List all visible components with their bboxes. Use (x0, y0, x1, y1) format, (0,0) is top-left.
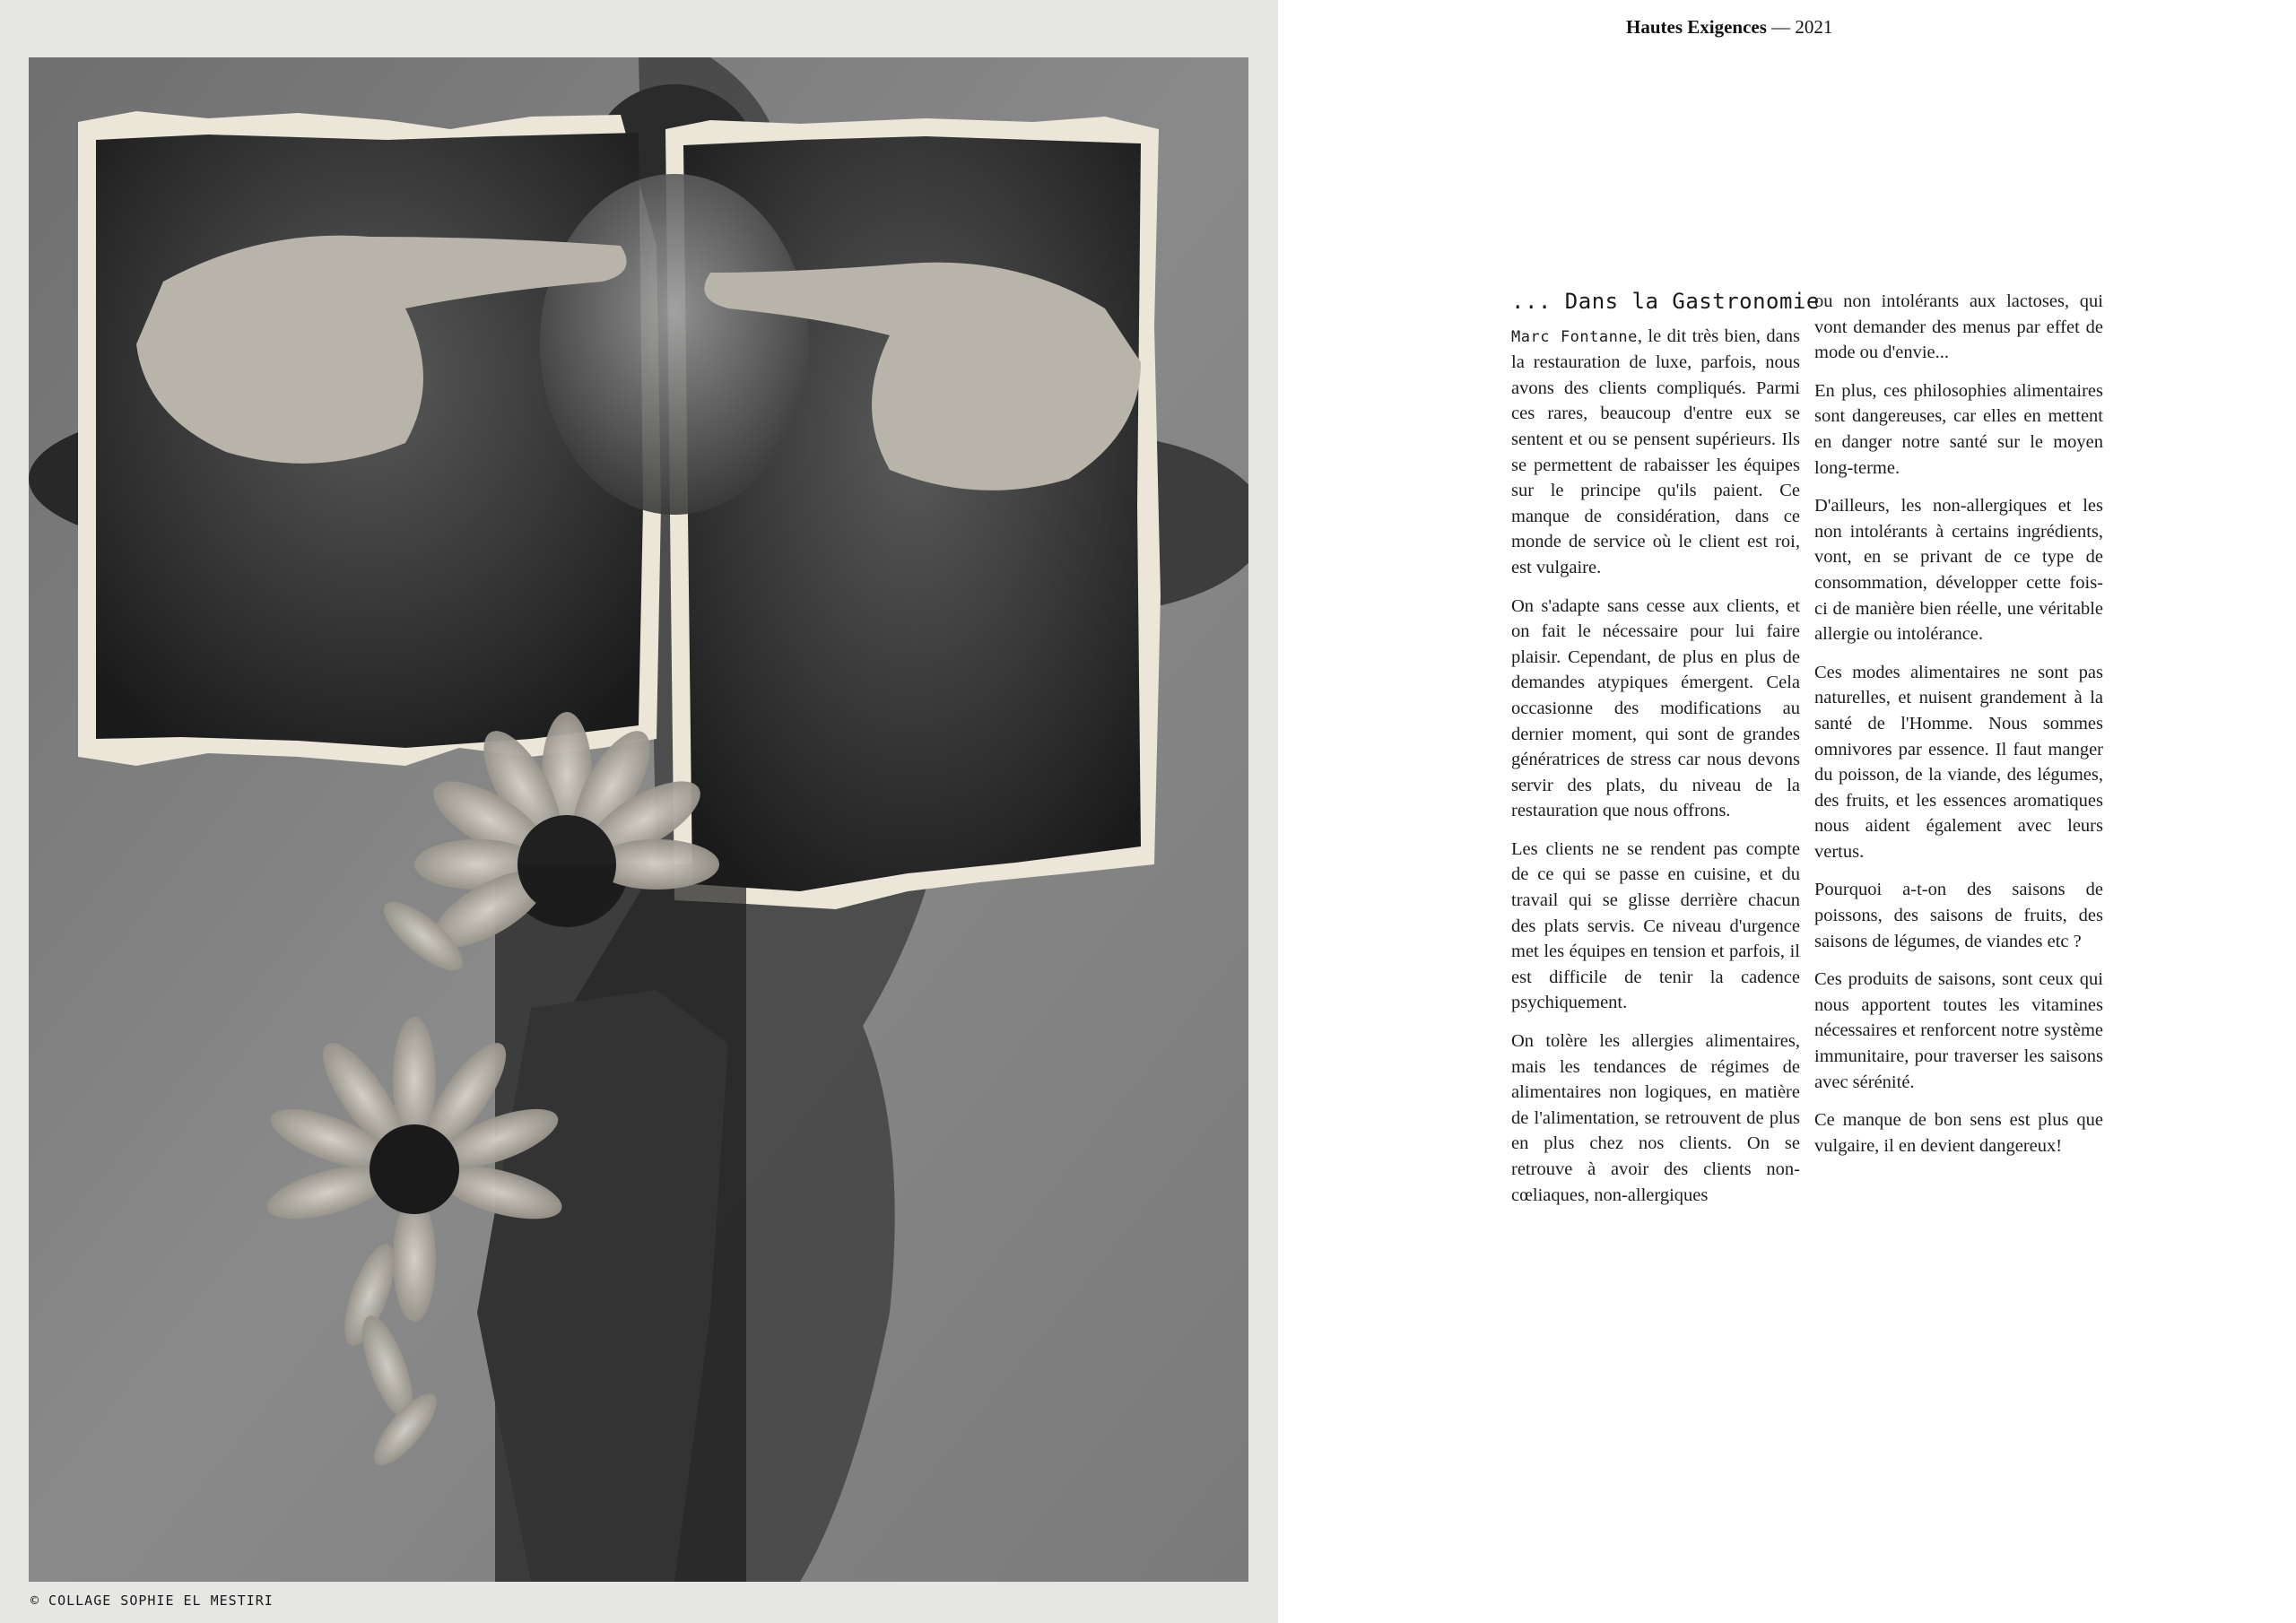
paragraph: Ces produits de saisons, sont ceux qui nous apportent toutes les vitamines nécessaires et renforcent notre système immunitaire, pour traverser les saisons avec sérénité. (1814, 969, 2103, 1092)
collage-illustration (29, 57, 1248, 1582)
article-column-2 (1814, 289, 2103, 1171)
article-column-1 (1511, 289, 1820, 1220)
paragraph: On tolère les allergies alimentaires, mais les tendances de régimes de alimentaires non logiques, en matière de l'alimentation, se retrouvent de plus en plus chez nos clients. On se retrouve à avoir des clients non-cœliaques, non-allergiques (1511, 1031, 1800, 1205)
paragraph: On s'adapte sans cesse aux clients, et on fait le nécessaire pour lui faire plaisir. Cependant, de plus en plus de demandes atypiques émergent. Cela occasionne des modifications au dernier moment, qui sont de grandes génératrices de stress car nous devons servir des plats, du niveau de la restauration que nous offrons. (1511, 595, 1800, 821)
header-separator: — (1771, 16, 1791, 38)
lead-name: Marc Fontanne (1511, 327, 1638, 346)
paragraph: Marc Fontanne, le dit très bien, dans la restauration de luxe, parfois, nous avons des clients compliqués. Parmi ces rares, beaucoup d'entre eux se sentent et ou se pensent supérieurs. Ils se permettent de rabaisser les équipes sur le principe qu'ils paient. Ce manque de considération, dans ce monde de service où le client est roi, est vulgaire. (1511, 325, 1801, 577)
paragraph: En plus, ces philosophies alimentaires sont dangereuses, car elles en mettent en danger notre santé sur le moyen long-terme. (1814, 380, 2103, 478)
photo-credit: © COLLAGE SOPHIE EL MESTIRI (30, 1593, 274, 1609)
magazine-name: Hautes Exigences (1626, 16, 1767, 38)
section-title: ... Dans la Gastronomie (1511, 289, 1820, 314)
paragraph: Ce manque de bon sens est plus que vulgaire, il en devient dangereux! (1814, 1110, 2103, 1156)
running-head (1626, 16, 1832, 39)
paragraph: D'ailleurs, les non-allergiques et les non intolérants à certains ingrédients, vont, en se privant de ce type de consommation, développer cette fois-ci de manière bien réelle, une véritable allergie ou intolérance. (1814, 496, 2103, 645)
right-page (1278, 0, 2296, 1623)
paragraph: Pourquoi a-t-on des saisons de poissons, des saisons de fruits, des saisons de légumes, de viandes etc ? (1814, 880, 2103, 951)
header-year: 2021 (1795, 16, 1833, 38)
paragraph: Les clients ne se rendent pas compte de ce qui se passe en cuisine, et du travail qui se glisse derrière chacun des plats servis. Ce niveau d'urgence met les équipes en tension et parfois, il est difficile de tenir la cadence psychiquement. (1511, 838, 1800, 1013)
paragraph: ou non intolérants aux lactoses, qui vont demander des menus par effet de mode ou d'envie... (1814, 291, 2103, 363)
paragraph: Ces modes alimentaires ne sont pas naturelles, et nuisent grandement à la santé de l'Homme. Nous sommes omnivores par essence. Il faut manger du poisson, de la viande, des légumes, des fruits, et les essences aromatiques nous aident également avec leurs vertus. (1814, 662, 2103, 862)
collage-photo (29, 57, 1248, 1582)
